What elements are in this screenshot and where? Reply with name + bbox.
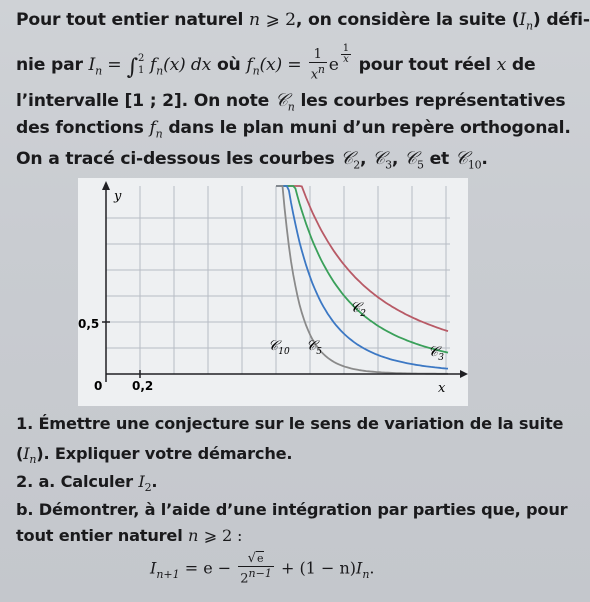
sqrt-sign: √ <box>247 551 256 566</box>
math-I: I <box>355 558 363 578</box>
math-script-C: 𝒞 <box>372 148 386 169</box>
text: Pour tout entier naturel <box>16 10 244 30</box>
curve-label-C3: 𝒞$_3$ <box>428 344 444 363</box>
text: les courbes représentatives <box>300 91 566 111</box>
lower-limit: 1 <box>138 65 145 76</box>
math-eq: = <box>102 55 127 75</box>
math-I: I <box>88 55 96 75</box>
math-sub: n <box>29 453 37 467</box>
math-geq: ⩾ 2 <box>265 10 296 30</box>
math-script-C: 𝒞 <box>340 148 354 169</box>
integral-sign: ∫ <box>126 55 139 80</box>
intro-line-4 <box>16 118 571 140</box>
question-2a <box>16 472 157 494</box>
math-sub: n <box>252 64 260 78</box>
math-sub: 2 <box>144 481 152 495</box>
intro-line-1 <box>16 10 590 32</box>
text: l’intervalle [1 ; 2]. On note <box>16 91 270 111</box>
math-sub: 5 <box>416 158 424 172</box>
question-1-line-1 <box>16 414 563 433</box>
intro-line-5: On a tracé ci-dessous les courbes 𝒞$_2$, 𝒞$_3$, 𝒞$_5$ et 𝒞$_{10}$. <box>16 148 488 172</box>
x-tick-label: 0,2 <box>132 379 154 393</box>
math-script-C: 𝒞 <box>404 148 417 169</box>
upper-limit: 2 <box>138 53 145 64</box>
intro-line-3 <box>16 90 565 113</box>
text: Émettre une conjecture sur le sens de variation de la suite <box>38 414 564 433</box>
math-sub: n+1 <box>156 567 180 581</box>
math-sub: n <box>287 100 295 114</box>
question-1-line-2 <box>16 444 292 466</box>
math-f: f <box>149 118 156 138</box>
x-axis-label: x <box>438 381 446 396</box>
math-n: n <box>188 526 199 545</box>
text: , on considère la suite ( <box>295 10 520 30</box>
curves-graph <box>78 178 468 406</box>
numerator <box>238 552 274 567</box>
text: tout entier naturel <box>16 526 183 545</box>
text: où <box>216 55 241 75</box>
question-number: 2. a. <box>16 472 56 491</box>
integral-limits <box>138 53 144 77</box>
y-axis-label: y <box>114 189 122 204</box>
sqrt-content: e <box>256 552 264 565</box>
math-geq: ⩾ 2 : <box>203 526 243 545</box>
math-sub: 2 <box>353 158 361 172</box>
text: . <box>481 149 488 169</box>
origin-label: 0 <box>94 379 103 393</box>
numerator: 1 <box>309 48 327 63</box>
question-number: 1. <box>16 414 34 433</box>
curve-label-C5: 𝒞$_5$ <box>306 338 322 357</box>
math-sub: 10 <box>467 158 482 172</box>
math-fx: (x) = <box>259 55 307 75</box>
math-dx: (x) dx <box>163 55 212 75</box>
text: On a tracé ci-dessous les courbes <box>16 149 335 169</box>
question-2b-line-2 <box>16 526 242 545</box>
math-sub: n <box>362 567 370 581</box>
math-n: n <box>249 10 260 30</box>
curves <box>276 186 448 374</box>
den-base: 2 <box>240 571 249 587</box>
fraction-sqrt-e <box>238 552 274 586</box>
recurrence-formula <box>150 552 375 586</box>
denominator <box>309 63 327 82</box>
exponent-fraction <box>341 44 351 65</box>
math-sub: n <box>525 19 533 33</box>
text: des fonctions <box>16 118 144 138</box>
intro-line-2 <box>16 44 535 82</box>
math-eq: = e − <box>179 558 237 578</box>
math-I: I <box>519 10 526 30</box>
math-plus: + (1 − n) <box>275 558 356 578</box>
den-exp: n <box>317 62 325 76</box>
y-axis-arrow <box>102 181 110 190</box>
x-axis-arrow <box>460 370 468 378</box>
text: nie par <box>16 55 83 75</box>
question-number: b. <box>16 500 34 519</box>
exp-denominator: x <box>343 54 349 65</box>
math-I: I <box>150 558 157 578</box>
question-2b-line-1 <box>16 500 567 519</box>
text: . <box>369 558 375 578</box>
math-e: e <box>328 55 339 75</box>
text: de <box>511 55 536 75</box>
curve-label-C10: 𝒞$_{10}$ <box>268 338 290 357</box>
math-f: f <box>246 55 253 75</box>
text: ). Expliquer votre démarche. <box>36 444 293 463</box>
y-tick-label: 0,5 <box>78 317 100 331</box>
math-I: I <box>23 444 30 463</box>
text: pour tout réel <box>358 55 491 75</box>
exp-numerator: 1 <box>342 43 349 54</box>
math-sub: n <box>156 64 164 78</box>
math-f: f <box>150 55 157 75</box>
text: et <box>429 149 450 169</box>
text: ( <box>16 444 24 463</box>
math-I: I <box>138 472 145 491</box>
curve-label-C2: 𝒞$_2$ <box>350 300 366 319</box>
math-x: x <box>496 55 507 75</box>
den-exp: n−1 <box>248 567 272 580</box>
text: Calculer <box>60 472 133 491</box>
text: ) défi- <box>532 10 590 30</box>
den-x: x <box>310 67 318 83</box>
text: Démontrer, à l’aide d’une intégration par parties que, pour <box>38 500 568 519</box>
text: dans le plan muni d’un repère orthogonal. <box>168 118 571 138</box>
denominator <box>238 567 274 586</box>
curve-C3 <box>276 186 448 353</box>
fraction-one-over-xn <box>309 48 327 82</box>
math-sub: 3 <box>385 158 392 172</box>
text: . <box>151 472 158 491</box>
math-sub: n <box>95 64 103 78</box>
math-script-C: 𝒞 <box>274 90 288 111</box>
math-script-C: 𝒞 <box>454 148 468 169</box>
math-sub: n <box>155 127 163 141</box>
graph-svg <box>78 178 468 406</box>
